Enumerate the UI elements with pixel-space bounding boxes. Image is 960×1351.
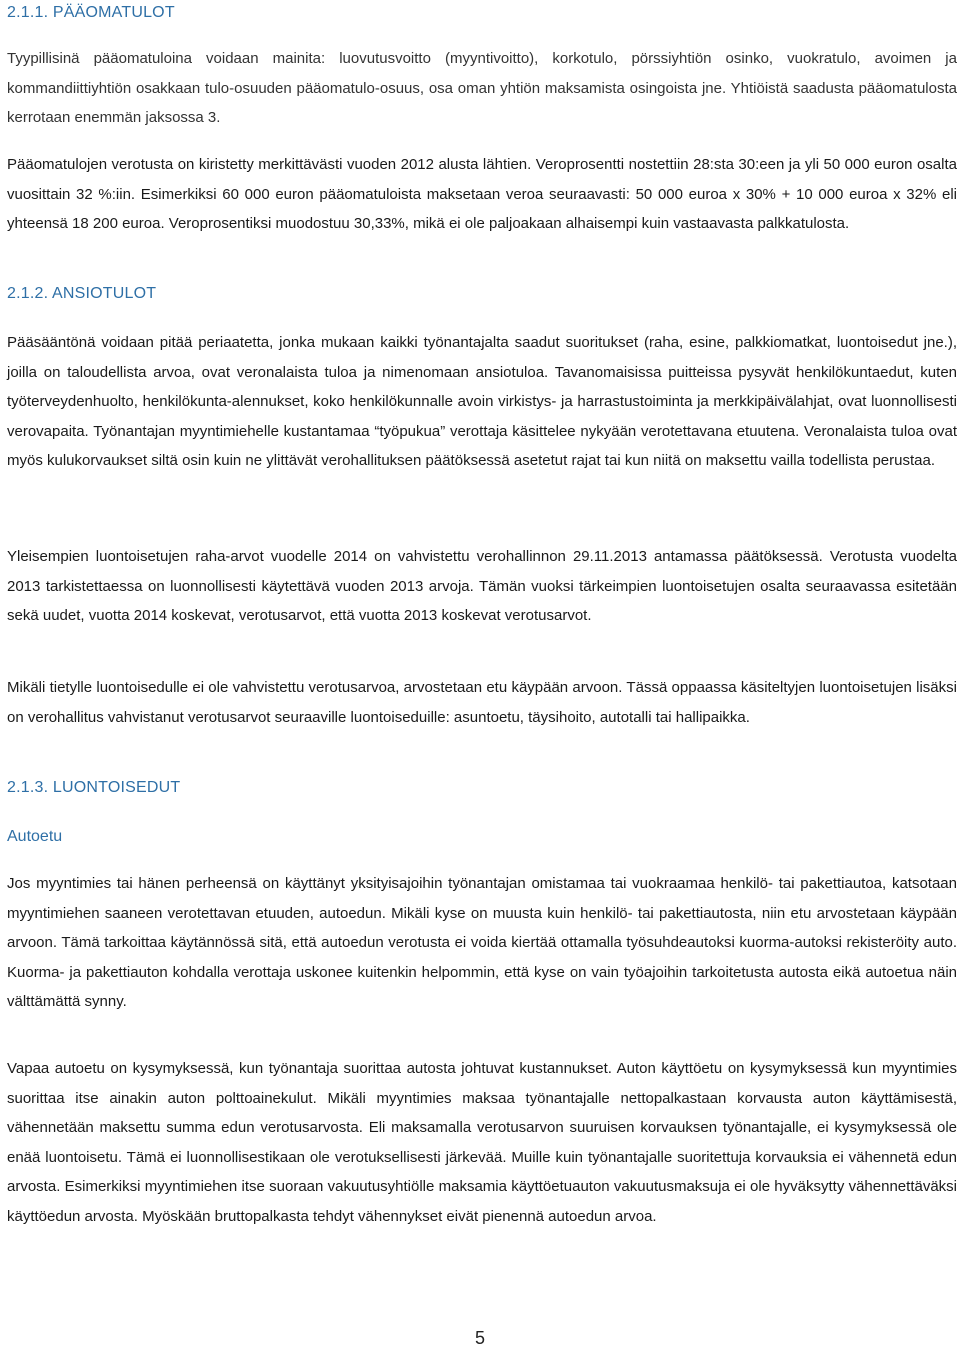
page-number: 5 — [474, 1328, 485, 1348]
paragraph: Pääomatulojen verotusta on kiristetty merkittävästi vuoden 2012 alusta lähtien. Veroprosentti nostettiin 28:sta 30:een ja yli 50 000 euron osalta vuosittain 32 %:iin. Esimerkiksi 60 000 euron pääomatuloista maksetaan veroa seuraavasti: 50 000 euroa x 30% + 10 000 euroa x 32% eli yhteensä 18 200 euroa. Veroprosentiksi muodostuu 30,33%, mikä ei ole paljoakaan alhaisempi kuin vastaavasta palkkatulosta. — [7, 156, 957, 233]
paragraph: Tyypillisinä pääomatuloina voidaan mainita: luovutusvoitto (myyntivoitto), korkotulo, pörssiyhtiön osinko, vuokratulo, avoimen ja kommandiittiyhtiön osakkaan tulo-osuuden pääomatulo-osuus, osa oman yhtiön maksamista osingoista jne. Yhtiöistä saadusta pääomatulosta kerrotaan enemmän jaksossa 3. — [7, 50, 957, 127]
section-heading-paaomatulot: 2.1.1. PÄÄOMATULOT — [7, 4, 175, 21]
paragraph: Pääsääntönä voidaan pitää periaatetta, jonka mukaan kaikki työnantajalta saadut suoritukset (raha, esine, palkkiomatkat, luontoisedut jne.), joilla on taloudellista arvoa, ovat veronalaista tuloa ja nimenomaan ansiotuloa. Tavanomaisissa puitteissa pysyvät henkilökuntaedut, kuten työterveydenhuolto, henkilökunta-alennukset, koko henkilökunnalle avoin virkistys- ja harrastustoiminta ja merkkipäivälahjat, ovat luonnollisesti verovapaita. Työnantajan myyntimiehelle kustantamaa “työpukua” verottaja käsittelee nykyään verotettavana etuutena. Veronalaista tuloa ovat myös kulukorvaukset siltä osin kuin ne ylittävät verohallituksen päätöksessä asetetut rajat tai kun niitä on maksettu vailla todellista perustaa. — [7, 334, 957, 470]
section-heading-ansiotulot: 2.1.2. ANSIOTULOT — [7, 285, 157, 302]
section-heading-luontoisedut: 2.1.3. LUONTOISEDUT — [7, 779, 181, 796]
subheading-autoetu: Autoetu — [7, 828, 63, 845]
paragraph: Vapaa autoetu on kysymyksessä, kun työnantaja suorittaa autosta johtuvat kustannukset. Auton käyttöetu on kysymyksessä kun myyntimies suorittaa itse ainakin auton polttoainekulut. Mikäli myyntimies maksaa työnantajalle nettopalkastaan korvausta auton käyttämisestä, vähennetään maksettu summa edun verotusarvosta. Eli maksamalla verotusarvon suuruisen korvauksen työnantajalle, ei kysymyksessä ole enää luontoisetu. Tämä ei luonnollisestikaan ole verotuksellisesti järkevää. Muille kuin työnantajalle suoritettuja korvauksia ei vähennetä edun arvosta. Esimerkiksi myyntimiehen itse suoraan vakuutusyhtiölle maksamia käyttöetuauton vakuutusmaksuja ei ole hyväksytty vähennettäväksi käyttöedun arvosta. Myöskään bruttopalkasta tehdyt vähennykset eivät pienennä autoedun arvoa. — [7, 1060, 957, 1225]
paragraph: Yleisempien luontoisetujen raha-arvot vuodelle 2014 on vahvistettu verohallinnon 29.11.2013 antamassa päätöksessä. Verotusta vuodelta 2013 tarkistettaessa on luonnollisesti käytettävä vuoden 2013 arvoja. Tämän vuoksi tärkeimpien luontoisetujen osalta seuraavassa esitetään sekä uudet, vuotta 2014 koskevat, verotusarvot, että vuotta 2013 koskevat verotusarvot. — [7, 548, 957, 625]
paragraph: Mikäli tietylle luontoisedulle ei ole vahvistettu verotusarvoa, arvostetaan etu käypään arvoon. Tässä oppaassa käsiteltyjen luontoisetujen lisäksi on verohallitus vahvistanut verotusarvot seuraaville luontoiseduille: asuntoetu, täysihoito, autotalli tai hallipaikka. — [7, 679, 957, 726]
paragraph: Jos myyntimies tai hänen perheensä on käyttänyt yksityisajoihin työnantajan omistamaa tai vuokraamaa henkilö- tai pakettiautoa, katsotaan myyntimiehen saaneen verotettavan etuuden, autoedun. Mikäli kyse on muusta kuin henkilö- tai pakettiautosta, niin etu arvostetaan käypään arvoon. Tämä tarkoittaa käytännössä sitä, että autoedun verotusta ei voida kiertää ottamalla työsuhdeautoksi kuorma-autoksi rekisteröity auto. Kuorma- ja pakettiauton kohdalla verottaja uskonee kuitenkin helpommin, että kyse on vain työajoihin tarkoitetusta autosta eikä autoetua näin välttämättä synny. — [7, 875, 957, 1011]
